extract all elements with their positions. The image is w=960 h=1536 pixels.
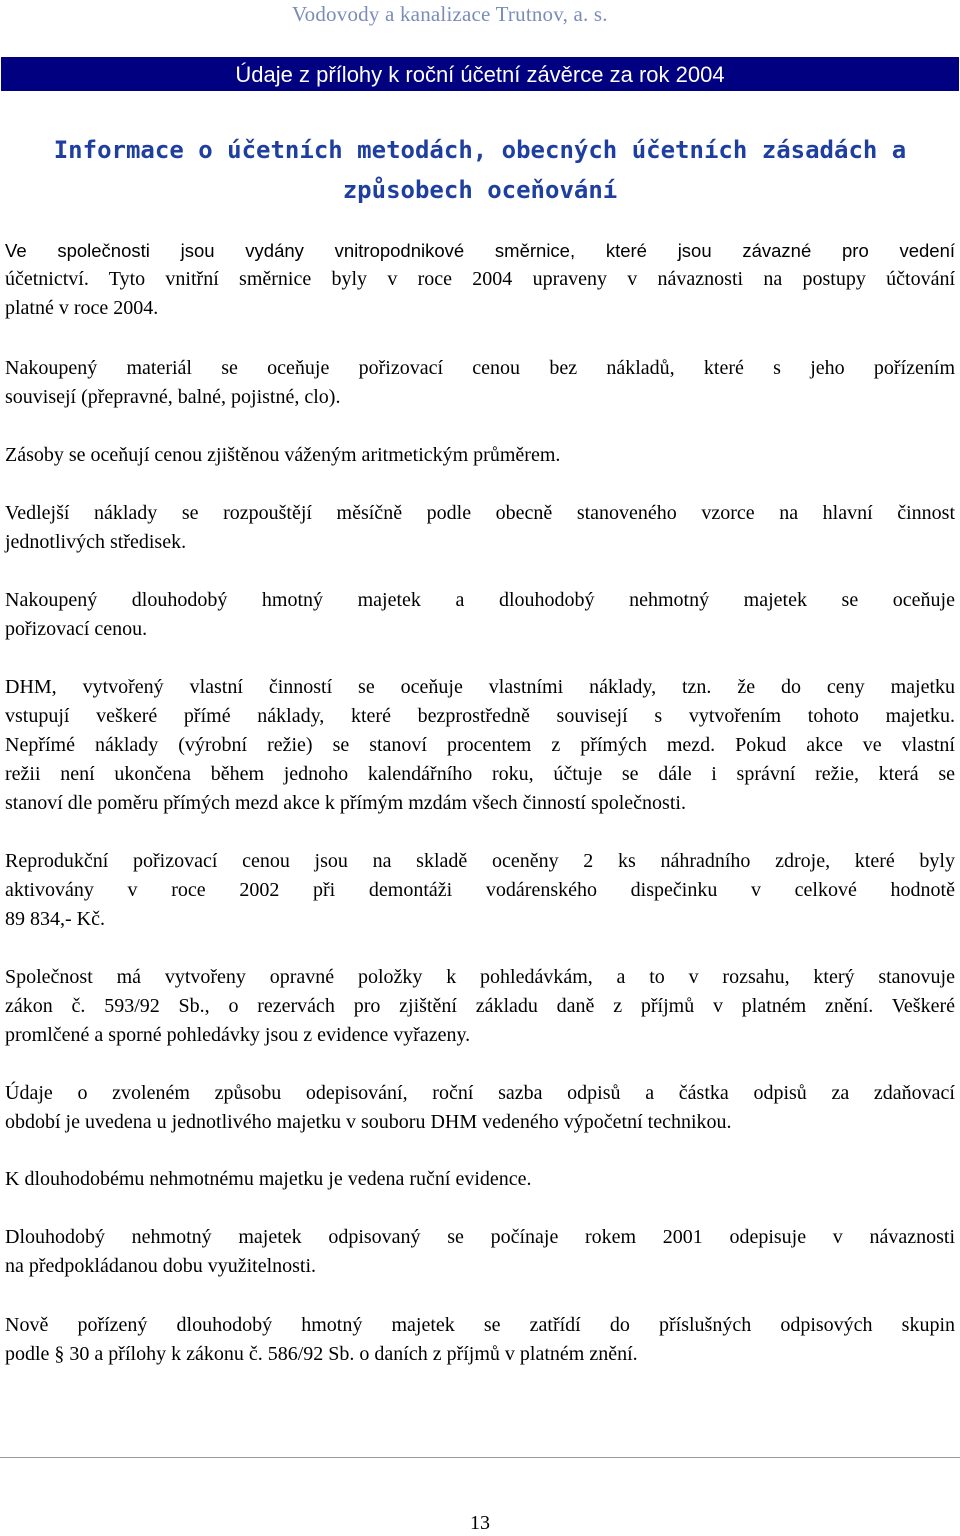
paragraph-line: účetnictví. Tyto vnitřní směrnice byly v roce 2004 upraveny v návaznosti na postupy účtování	[5, 268, 955, 290]
section-title-line-2: způsobech oceňování	[342, 176, 618, 204]
paragraph-line: Reprodukční pořizovací cenou jsou na skladě oceněny 2 ks náhradního zdroje, které byly	[5, 850, 955, 872]
paragraph-material-valuation	[5, 354, 955, 412]
footer-divider	[0, 1457, 960, 1458]
paragraph-line: jednotlivých středisek.	[5, 531, 187, 553]
paragraph-fixed-assets	[5, 586, 955, 644]
paragraph-line: vstupují veškeré přímé náklady, které bezprostředně souvisejí s vytvořením tohoto majetku.	[5, 705, 955, 727]
paragraph-line: Údaje o zvoleném způsobu odepisování, roční sazba odpisů a částka odpisů za zdaňovací	[5, 1082, 955, 1104]
paragraph-line: platné v roce 2004.	[5, 297, 159, 319]
paragraph-line: Nakoupený dlouhodobý hmotný majetek a dlouhodobý nehmotný majetek se oceňuje	[5, 589, 955, 611]
paragraph-line: Zásoby se oceňují cenou zjištěnou váženým aritmetickým průměrem.	[5, 444, 561, 466]
paragraph-line: zákon č. 593/92 Sb., o rezervách pro zjištění základu daně z příjmů v platném znění. Veškeré	[5, 995, 955, 1017]
paragraph-line: Dlouhodobý nehmotný majetek odpisovaný se počínaje rokem 2001 odepisuje v návaznosti	[5, 1226, 955, 1248]
paragraph-self-made-assets	[5, 673, 955, 818]
paragraph-line: období je uvedena u jednotlivého majetku v souboru DHM vedeného výpočetní technikou.	[5, 1111, 732, 1133]
paragraph-line: Nově pořízený dlouhodobý hmotný majetek se zatřídí do příslušných odpisových skupin	[5, 1314, 955, 1336]
paragraph-line: Společnost má vytvořeny opravné položky k pohledávkám, a to v rozsahu, který stanovuje	[5, 966, 955, 988]
paragraph-line: aktivovány v roce 2002 při demontáži vodárenského dispečinku v celkové hodnotě	[5, 879, 955, 901]
paragraph-line: pořizovací cenou.	[5, 618, 148, 640]
paragraph-depreciation-groups	[5, 1311, 955, 1369]
section-title-line-1: Informace o účetních metodách, obecných účetních zásadách a	[53, 136, 907, 164]
paragraph-depreciation-method	[5, 1079, 955, 1137]
paragraph-allowances	[5, 963, 955, 1050]
paragraph-intangible-depreciation	[5, 1223, 955, 1281]
company-name: Vodovody a kanalizace Trutnov, a. s.	[292, 2, 608, 26]
paragraph-line: Nakoupený materiál se oceňuje pořizovací cenou bez nákladů, které s jeho pořízením	[5, 357, 955, 379]
paragraph-inventory-valuation	[5, 441, 955, 470]
paragraph-line: 89 834,- Kč.	[5, 908, 105, 930]
paragraph-line: souvisejí (přepravné, balné, pojistné, clo).	[5, 386, 341, 408]
paragraph-line: Nepřímé náklady (výrobní režie) se stanoví procentem z přímých mezd. Pokud akce ve vlastní	[5, 734, 955, 756]
paragraph-line: K dlouhodobému nehmotnému majetku je vedena ruční evidence.	[5, 1168, 532, 1190]
paragraph-overhead-costs	[5, 499, 955, 557]
paragraph-line: promlčené a sporné pohledávky jsou z evidence vyřazeny.	[5, 1024, 471, 1046]
page-number: 13	[470, 1512, 490, 1534]
section-title	[0, 130, 960, 210]
paragraph-reproduction-cost	[5, 847, 955, 934]
paragraph-intangible-records	[5, 1165, 955, 1194]
report-banner: Údaje z přílohy k roční účetní závěrce za rok 2004	[1, 57, 959, 91]
paragraph-line: Ve společnosti jsou vydány vnitropodnikové směrnice, které jsou závazné pro vedení	[5, 240, 955, 261]
paragraph-line: stanoví dle poměru přímých mezd akce k přímým mzdám všech činností společnosti.	[5, 792, 686, 814]
paragraph-line: podle § 30 a přílohy k zákonu č. 586/92 Sb. o daních z příjmů v platném znění.	[5, 1343, 638, 1365]
paragraph-internal-directives	[5, 236, 955, 323]
paragraph-line: režii není ukončena během jednoho kalendářního roku, účtuje se dále i správní režie, která se	[5, 763, 955, 785]
paragraph-line: na předpokládanou dobu využitelnosti.	[5, 1255, 317, 1277]
paragraph-line: Vedlejší náklady se rozpouštějí měsíčně podle obecně stanoveného vzorce na hlavní činnost	[5, 502, 955, 524]
paragraph-line: DHM, vytvořený vlastní činností se oceňuje vlastními náklady, tzn. že do ceny majetku	[5, 676, 955, 698]
